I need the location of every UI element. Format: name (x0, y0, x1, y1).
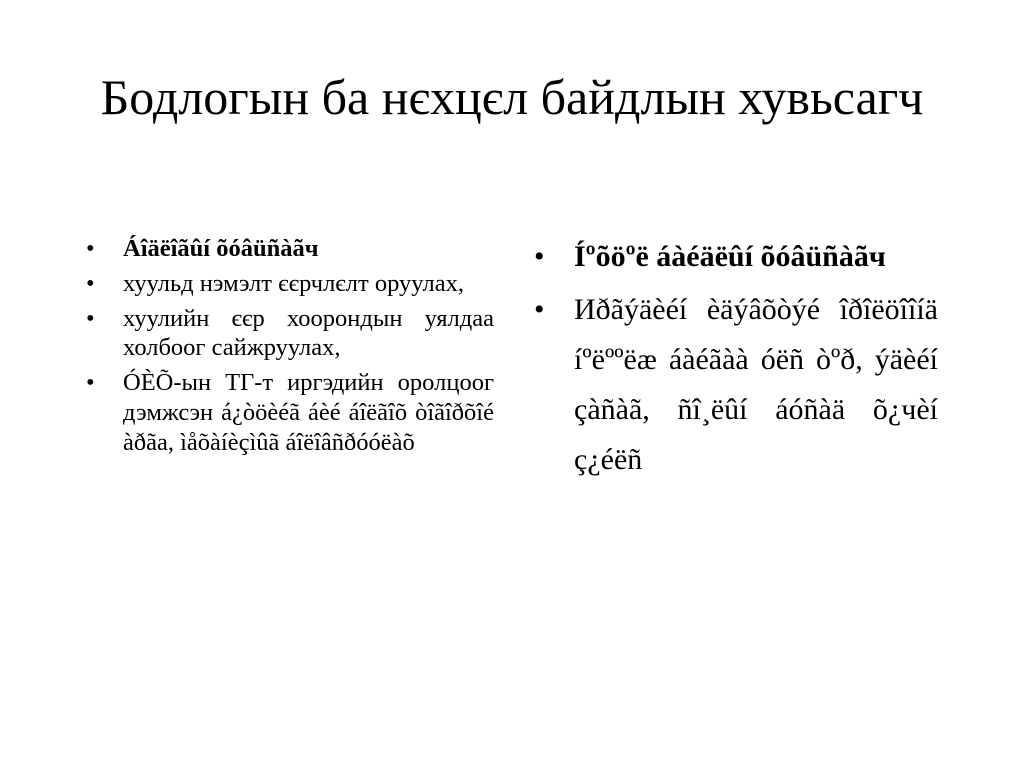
list-item-text: Áîäëîãûí õóâüñàãч (123, 235, 319, 262)
bullet-icon: • (534, 240, 545, 273)
slide-title: Бодлогын ба нєхцєл байдлын хувьсагч (100, 69, 924, 125)
list-item-text: Иðãýäèéí èäýâõòýé îðîëöîîíä íºëººëæ áàéãàà óëñ òºð, ýäèéí çàñàã, ñî¸ëûí áóñàä õ¿чèí ç¿éëñ (574, 293, 938, 476)
list-item (86, 368, 494, 457)
bullet-icon: • (86, 304, 95, 332)
bullet-icon: • (86, 235, 95, 262)
left-bullet-list (86, 234, 494, 463)
list-item-text: Íºõöºë áàéäëûí õóâüñàãч (574, 240, 886, 273)
list-item (532, 285, 938, 485)
bullet-icon: • (86, 369, 95, 397)
list-item-text: хуульд нэмэлт єєрчлєлт оруулах, (123, 269, 464, 297)
list-item (532, 232, 938, 282)
list-item-text: ÓÈÕ-ын ТГ-т иргэдийн оролцоог дэмжсэн á¿òöèéã áèé áîëãîõ òîãîðõîé àðãа, ìåõàíèçìûã áîëîâñðóóëàõ (123, 369, 494, 456)
list-item (86, 234, 494, 264)
list-item (86, 304, 494, 364)
list-item (86, 269, 494, 299)
bullet-icon: • (86, 269, 95, 297)
bullet-icon: • (534, 293, 545, 326)
list-item-text: хуулийн єєр хоорондын уялдаа холбоог сайжруулах, (123, 304, 494, 362)
right-bullet-list (532, 232, 938, 488)
